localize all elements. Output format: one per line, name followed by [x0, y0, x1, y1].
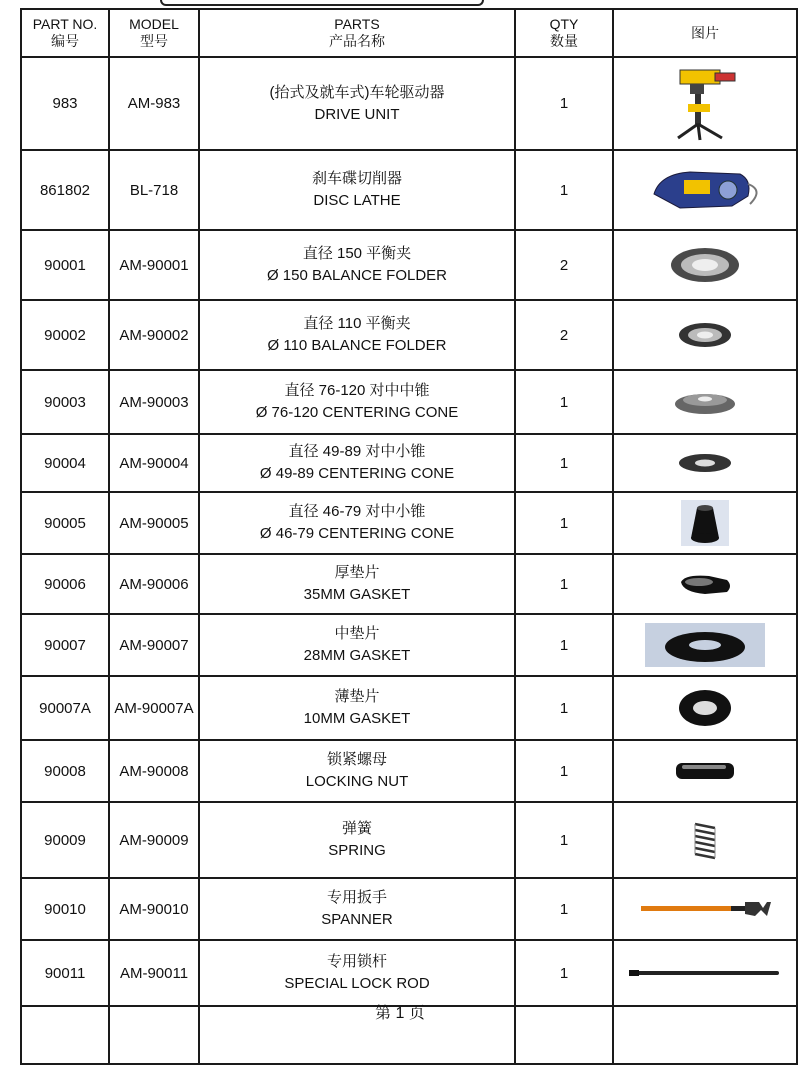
- part-name-en: 28MM GASKET: [303, 647, 411, 664]
- model-cell: AM-983: [109, 57, 199, 150]
- col-header-parts: [199, 9, 515, 57]
- parts-cell: [199, 434, 515, 492]
- image-cell: [613, 740, 797, 802]
- part-no-cell: 90004: [21, 434, 109, 492]
- locking-nut-icon: [670, 759, 740, 783]
- part-name-en: Ø 76-120 CENTERING CONE: [255, 404, 459, 421]
- part-name-en: Ø 150 BALANCE FOLDER: [266, 267, 448, 284]
- model-cell: AM-90008: [109, 740, 199, 802]
- model-cell: AM-90006: [109, 554, 199, 614]
- part-name-en: SPANNER: [321, 911, 393, 928]
- model-cell: AM-90007A: [109, 676, 199, 740]
- col-header-model: [109, 9, 199, 57]
- image-cell: [613, 492, 797, 554]
- qty-cell: 1: [515, 57, 613, 150]
- table-row: [21, 300, 797, 370]
- part-name-zh: 刹车碟切削器: [311, 170, 402, 187]
- part-name-en: SPECIAL LOCK ROD: [284, 975, 430, 992]
- qty-cell: 1: [515, 940, 613, 1006]
- qty-cell: 2: [515, 230, 613, 300]
- part-name-en: SPRING: [328, 842, 386, 859]
- part-no-cell: 90002: [21, 300, 109, 370]
- table-row: [21, 492, 797, 554]
- part-no-cell: 90001: [21, 230, 109, 300]
- header-decoration: [160, 0, 484, 6]
- part-no-cell: 983: [21, 57, 109, 150]
- model-label-zh: 型号: [140, 33, 168, 49]
- qty-cell: 1: [515, 740, 613, 802]
- table-row: [21, 740, 797, 802]
- part-name-en: DISC LATHE: [313, 192, 401, 209]
- table-row: [21, 940, 797, 1006]
- qty-cell: 1: [515, 554, 613, 614]
- gasket-10mm-icon: [675, 686, 735, 730]
- qty-cell: 1: [515, 676, 613, 740]
- centering-cone-small-icon: [677, 498, 733, 548]
- part-name-en: Ø 49-89 CENTERING CONE: [259, 465, 455, 482]
- image-cell: [613, 940, 797, 1006]
- image-cell: [613, 802, 797, 878]
- part-name-en: Ø 110 BALANCE FOLDER: [267, 337, 447, 354]
- part-name-en: 35MM GASKET: [303, 586, 411, 603]
- qty-cell: 1: [515, 370, 613, 434]
- model-label: MODEL: [129, 16, 179, 32]
- disc-lathe-icon: [640, 160, 770, 220]
- qty-label-zh: 数量: [550, 33, 578, 49]
- model-cell: AM-90005: [109, 492, 199, 554]
- model-cell: AM-90001: [109, 230, 199, 300]
- part-no-cell: 861802: [21, 150, 109, 230]
- balance-folder-150-icon: [665, 245, 745, 285]
- image-cell: [613, 370, 797, 434]
- image-cell: [613, 676, 797, 740]
- balance-folder-110-icon: [675, 320, 735, 350]
- image-cell: [613, 554, 797, 614]
- model-cell: AM-90004: [109, 434, 199, 492]
- model-cell: AM-90009: [109, 802, 199, 878]
- image-cell: [613, 230, 797, 300]
- part-name-en: Ø 46-79 CENTERING CONE: [259, 525, 455, 542]
- part-no-cell: 90003: [21, 370, 109, 434]
- parts-cell: [199, 150, 515, 230]
- table-row: [21, 554, 797, 614]
- col-header-image: [613, 9, 797, 57]
- drive-unit-icon: [660, 64, 750, 144]
- part-name-zh: 中垫片: [334, 625, 380, 642]
- spanner-icon: [635, 894, 775, 924]
- part-no-cell: 90008: [21, 740, 109, 802]
- part-name-zh: (抬式及就车式)车轮驱动器: [269, 83, 445, 101]
- parts-cell: [199, 878, 515, 940]
- part-no-cell: 90005: [21, 492, 109, 554]
- part-name-zh: 直径 49-89 对中小锥: [288, 443, 426, 460]
- part-no-cell: 90009: [21, 802, 109, 878]
- image-cell: [613, 878, 797, 940]
- image-label: 图片: [691, 24, 719, 41]
- qty-cell: 1: [515, 150, 613, 230]
- model-cell: AM-90011: [109, 940, 199, 1006]
- qty-cell: 1: [515, 492, 613, 554]
- image-cell: [613, 614, 797, 676]
- gasket-35mm-icon: [675, 570, 735, 598]
- part-name-zh: 直径 46-79 对中小锥: [288, 503, 426, 520]
- parts-cell: [199, 492, 515, 554]
- table-row: [21, 676, 797, 740]
- part-name-zh: 直径 150 平衡夹: [302, 245, 412, 262]
- part-name-zh: 厚垫片: [334, 564, 380, 581]
- parts-cell: [199, 230, 515, 300]
- part-name-en: 10MM GASKET: [303, 710, 411, 727]
- parts-cell: [199, 802, 515, 878]
- part-name-zh: 直径 76-120 对中中锥: [284, 382, 430, 399]
- parts-label: PARTS: [334, 16, 380, 32]
- parts-cell: [199, 57, 515, 150]
- image-cell: [613, 434, 797, 492]
- parts-cell: [199, 676, 515, 740]
- lock-rod-icon: [625, 965, 785, 981]
- parts-cell: [199, 554, 515, 614]
- image-cell: [613, 150, 797, 230]
- part-name-zh: 直径 110 平衡夹: [303, 315, 411, 332]
- table-row: [21, 802, 797, 878]
- table-row: [21, 614, 797, 676]
- parts-cell: [199, 300, 515, 370]
- image-cell: [613, 57, 797, 150]
- part-no-cell: 90006: [21, 554, 109, 614]
- table-row: [21, 150, 797, 230]
- part-name-zh: 专用扳手: [326, 889, 387, 906]
- table-row: [21, 434, 797, 492]
- model-cell: AM-90010: [109, 878, 199, 940]
- part-no-cell: 90011: [21, 940, 109, 1006]
- spring-icon: [690, 820, 720, 860]
- part-no-label-zh: 编号: [51, 33, 79, 49]
- parts-cell: [199, 940, 515, 1006]
- image-cell: [613, 300, 797, 370]
- part-name-zh: 弹簧: [341, 820, 372, 837]
- model-cell: AM-90002: [109, 300, 199, 370]
- model-cell: BL-718: [109, 150, 199, 230]
- qty-cell: 1: [515, 802, 613, 878]
- part-no-cell: 90007A: [21, 676, 109, 740]
- part-name-en: LOCKING NUT: [305, 773, 409, 790]
- col-header-qty: [515, 9, 613, 57]
- qty-cell: 1: [515, 878, 613, 940]
- parts-table: [20, 8, 798, 1065]
- model-cell: AM-90003: [109, 370, 199, 434]
- part-no-cell: 90007: [21, 614, 109, 676]
- table-row: [21, 878, 797, 940]
- col-header-part-no: [21, 9, 109, 57]
- table-row: [21, 230, 797, 300]
- centering-cone-large-icon: [670, 388, 740, 416]
- parts-cell: [199, 740, 515, 802]
- table-row: [21, 370, 797, 434]
- centering-cone-medium-icon: [675, 452, 735, 474]
- qty-cell: 2: [515, 300, 613, 370]
- part-no-label: PART NO.: [32, 16, 98, 32]
- part-name-zh: 锁紧螺母: [326, 751, 387, 768]
- part-name-zh: 专用锁杆: [326, 953, 387, 970]
- part-no-cell: 90010: [21, 878, 109, 940]
- page-number: 第 1 页: [375, 1005, 425, 1022]
- part-name-zh: 薄垫片: [334, 688, 380, 705]
- table-row: [21, 57, 797, 150]
- qty-cell: 1: [515, 614, 613, 676]
- qty-label: QTY: [549, 16, 579, 32]
- qty-cell: 1: [515, 434, 613, 492]
- parts-cell: [199, 370, 515, 434]
- model-cell: AM-90007: [109, 614, 199, 676]
- table-header-row: [21, 9, 797, 57]
- parts-label-zh: 产品名称: [329, 33, 385, 49]
- gasket-28mm-icon: [643, 621, 767, 669]
- parts-cell: [199, 614, 515, 676]
- part-name-en: DRIVE UNIT: [314, 105, 400, 123]
